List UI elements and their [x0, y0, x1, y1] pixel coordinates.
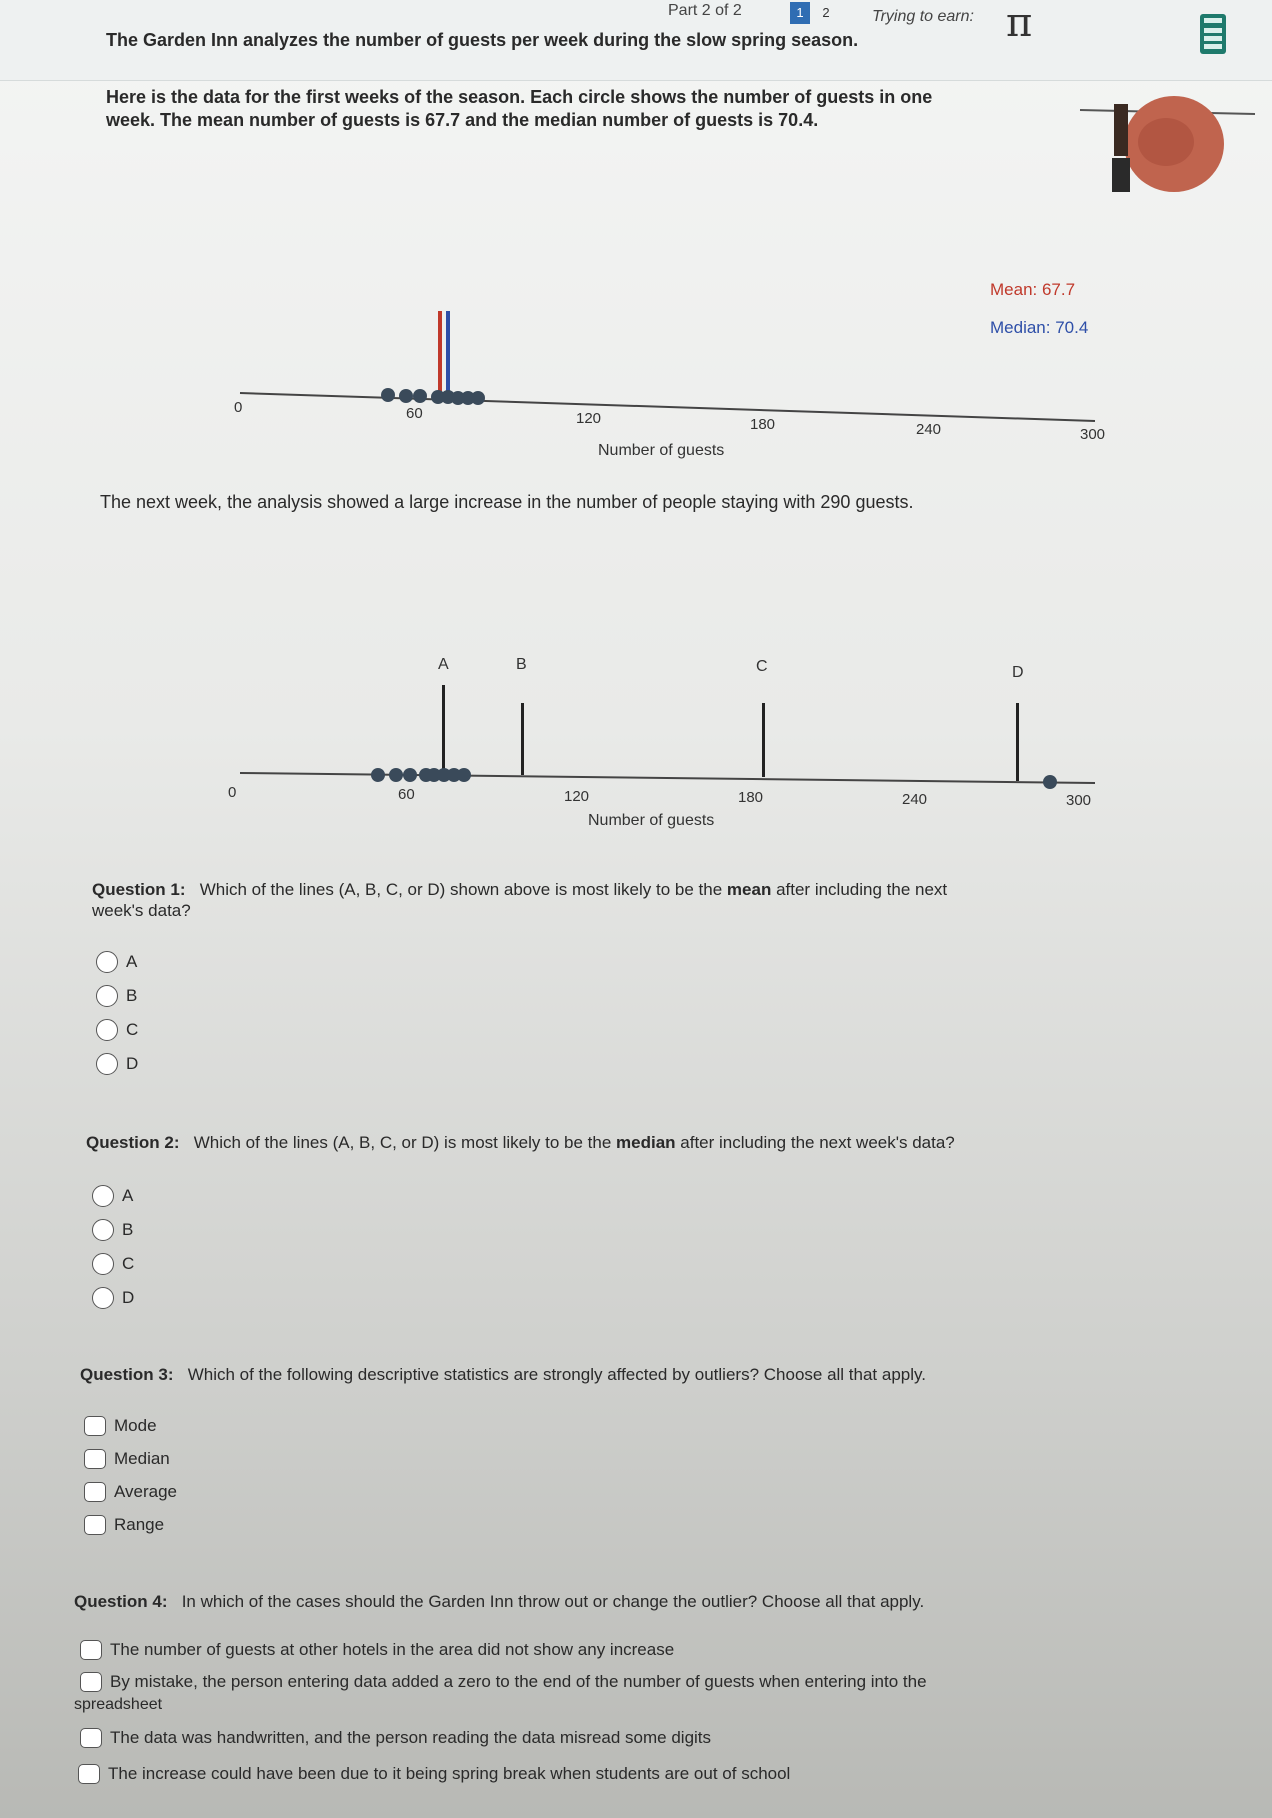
line-b — [521, 703, 524, 775]
option-label: By mistake, the person entering data added a zero to the end of the number of guests when entering into the — [110, 1672, 927, 1691]
earn-label: Trying to earn: — [872, 8, 974, 25]
q3-option-average[interactable] — [84, 1482, 177, 1502]
line-c — [762, 703, 765, 777]
calculator-icon[interactable] — [1200, 14, 1226, 54]
question-1-keyword: mean — [726, 880, 772, 899]
option-label: Median — [114, 1449, 170, 1468]
tick-label: 180 — [738, 789, 764, 806]
option-label: The increase could have been due to it being spring break when students are out of school — [108, 1764, 791, 1783]
option-label: C — [126, 1020, 139, 1039]
tick-label: 180 — [750, 416, 776, 433]
mean-label: Mean: 67.7 — [990, 280, 1076, 299]
q2-option-b[interactable] — [92, 1219, 133, 1241]
pi-icon: π — [1006, 0, 1033, 46]
q1-option-b[interactable] — [96, 985, 137, 1007]
question-4-number: Question 4: — [74, 1592, 168, 1611]
radio-icon[interactable] — [92, 1287, 114, 1309]
intro-line-2: Here is the data for the first weeks of the season. Each circle shows the number of guests in one — [106, 87, 933, 107]
option-label: Average — [114, 1482, 178, 1501]
data-dot — [471, 391, 485, 405]
median-label: Median: 70.4 — [990, 318, 1089, 337]
next-week-text: The next week, the analysis showed a large increase in the number of people staying with 290 guests. — [100, 492, 914, 512]
option-label: The data was handwritten, and the person reading the data misread some digits — [110, 1728, 712, 1747]
question-1-number: Question 1: — [92, 880, 186, 899]
q3-option-mode[interactable] — [84, 1416, 157, 1436]
data-dot — [399, 389, 413, 403]
option-label: C — [122, 1254, 135, 1273]
q1-option-a[interactable] — [96, 951, 137, 973]
q4-option-3[interactable] — [80, 1728, 711, 1748]
axis-title: Number of guests — [598, 442, 725, 459]
part-indicator: Part 2 of 2 — [668, 2, 742, 19]
axis-line — [240, 393, 1095, 421]
radio-icon[interactable] — [96, 951, 118, 973]
page-1-button[interactable]: 1 — [790, 2, 810, 24]
q3-option-range[interactable] — [84, 1515, 164, 1535]
checkbox-icon[interactable] — [84, 1449, 106, 1469]
q2-option-d[interactable] — [92, 1287, 134, 1309]
q4-option-4[interactable] — [78, 1764, 790, 1784]
radio-icon[interactable] — [96, 1053, 118, 1075]
q3-option-median[interactable] — [84, 1449, 170, 1469]
question-3-text: Which of the following descriptive statistics are strongly affected by outliers? Choose all that apply. — [187, 1365, 926, 1384]
question-2 — [86, 1133, 955, 1153]
q4-option-1[interactable] — [80, 1640, 674, 1660]
question-3 — [80, 1365, 926, 1385]
q2-option-c[interactable] — [92, 1253, 134, 1275]
q4-option-2-continuation: spreadsheet — [74, 1696, 163, 1713]
line-d — [1016, 703, 1019, 781]
question-2-keyword: median — [616, 1133, 676, 1152]
option-label: Mode — [114, 1416, 157, 1435]
question-1-line-2: week's data? — [92, 901, 191, 920]
tick-label: 0 — [228, 784, 237, 801]
dot-plot-1 — [220, 255, 1140, 465]
radio-icon[interactable] — [96, 985, 118, 1007]
checkbox-icon[interactable] — [80, 1672, 102, 1692]
option-label: The number of guests at other hotels in the area did not show any increase — [110, 1640, 675, 1659]
radio-icon[interactable] — [92, 1219, 114, 1241]
checkbox-icon[interactable] — [84, 1515, 106, 1535]
data-dot — [389, 768, 403, 782]
checkbox-icon[interactable] — [80, 1640, 102, 1660]
median-line — [446, 311, 450, 395]
data-dot — [381, 388, 395, 402]
line-d-label: D — [1012, 664, 1024, 681]
line-c-label: C — [756, 658, 768, 675]
question-2-number: Question 2: — [86, 1133, 180, 1152]
option-label: D — [126, 1054, 139, 1073]
q1-option-d[interactable] — [96, 1053, 138, 1075]
intro-line-3: week. The mean number of guests is 67.7 and the median number of guests is 70.4. — [106, 110, 819, 130]
tick-label: 0 — [234, 399, 243, 416]
line-a — [442, 685, 445, 775]
mascot-image — [1070, 84, 1260, 204]
tick-label: 60 — [398, 786, 415, 803]
tick-label: 120 — [576, 410, 602, 427]
option-label: A — [122, 1186, 134, 1205]
checkbox-icon[interactable] — [84, 1482, 106, 1502]
radio-icon[interactable] — [92, 1253, 114, 1275]
checkbox-icon[interactable] — [84, 1416, 106, 1436]
intro-line-1: The Garden Inn analyzes the number of guests per week during the slow spring season. — [106, 30, 859, 50]
axis-title: Number of guests — [588, 812, 715, 829]
dot-plot-2 — [220, 645, 1140, 835]
question-1-text: Which of the lines (A, B, C, or D) shown above is most likely to be the — [199, 880, 723, 899]
radio-icon[interactable] — [92, 1185, 114, 1207]
checkbox-icon[interactable] — [80, 1728, 102, 1748]
option-label: B — [126, 986, 138, 1005]
question-4-text: In which of the cases should the Garden Inn throw out or change the outlier? Choose all that apply. — [181, 1592, 925, 1611]
q2-option-a[interactable] — [92, 1185, 133, 1207]
option-label: A — [126, 952, 138, 971]
question-3-number: Question 3: — [80, 1365, 174, 1384]
q1-option-c[interactable] — [96, 1019, 138, 1041]
tick-label: 120 — [564, 788, 590, 805]
question-1-suffix: after including the next — [776, 880, 948, 899]
mean-line — [438, 311, 442, 395]
tick-label: 300 — [1080, 426, 1106, 443]
tick-label: 60 — [406, 405, 423, 422]
checkbox-icon[interactable] — [78, 1764, 100, 1784]
line-b-label: B — [516, 656, 527, 673]
tick-label: 240 — [902, 791, 928, 808]
option-label: B — [122, 1220, 134, 1239]
tick-label: 300 — [1066, 792, 1092, 809]
line-a-label: A — [438, 656, 449, 673]
question-4 — [74, 1592, 924, 1612]
question-1 — [92, 880, 947, 900]
q4-option-2[interactable] — [80, 1672, 927, 1692]
question-2-text: Which of the lines (A, B, C, or D) is most likely to be the — [193, 1133, 612, 1152]
page-2-button[interactable]: 2 — [822, 5, 830, 20]
option-label: D — [122, 1288, 135, 1307]
option-label: Range — [114, 1515, 165, 1534]
question-2-suffix: after including the next week's data? — [680, 1133, 955, 1152]
data-dot — [457, 768, 471, 782]
data-dot — [403, 768, 417, 782]
axis-line — [240, 773, 1095, 783]
data-dot — [371, 768, 385, 782]
data-dot — [413, 389, 427, 403]
radio-icon[interactable] — [96, 1019, 118, 1041]
data-dot-outlier — [1043, 775, 1057, 789]
tick-label: 240 — [916, 421, 942, 438]
